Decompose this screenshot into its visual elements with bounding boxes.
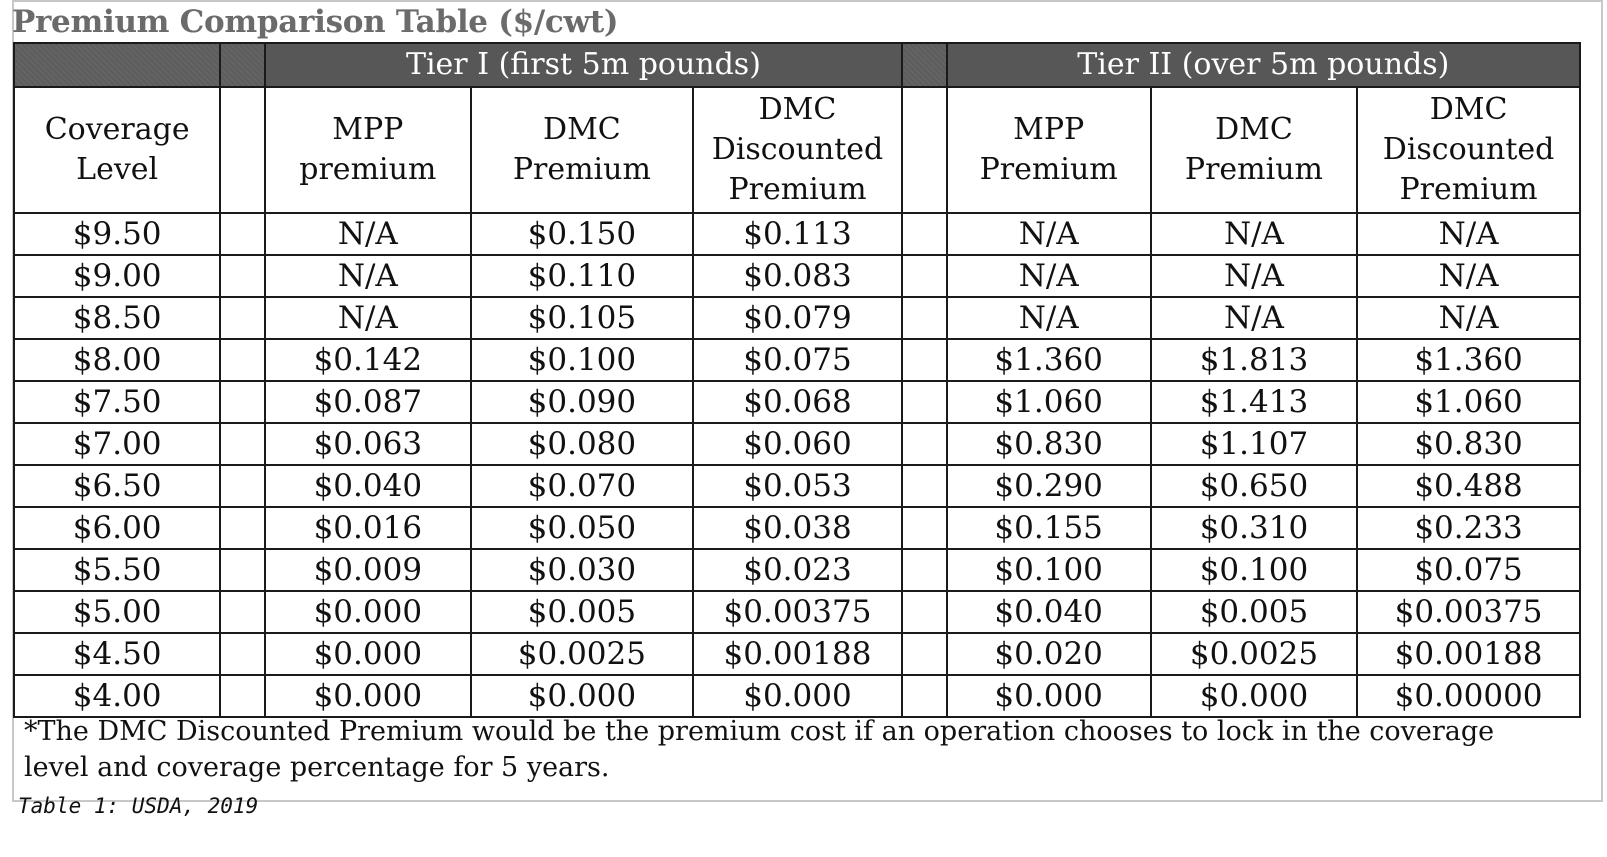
- tier-1-dmc-discounted-premium-cell: $0.023: [693, 549, 902, 591]
- tier-2-dmc-discounted-premium-cell: N/A: [1357, 297, 1580, 339]
- tier-1-mpp-premium-cell: N/A: [265, 255, 471, 297]
- coverage-level-cell: $4.50: [14, 633, 220, 675]
- tier-2-dmc-premium-cell: $1.813: [1151, 339, 1357, 381]
- coverage-level-cell: $9.00: [14, 255, 220, 297]
- tier-1-header: Tier I (first 5m pounds): [265, 43, 903, 87]
- table-row: [14, 465, 1580, 507]
- spacer-cell: [220, 339, 264, 381]
- tier-1-dmc-premium-cell: $0.090: [471, 381, 693, 423]
- spacer-cell: [902, 465, 946, 507]
- tier-1-dmc-discounted-premium-cell: $0.038: [693, 507, 902, 549]
- coverage-level-cell: $6.00: [14, 507, 220, 549]
- tier-2-mpp-premium-cell: $0.100: [947, 549, 1151, 591]
- tier-2-mpp-premium-cell: $1.060: [947, 381, 1151, 423]
- table-row: [14, 507, 1580, 549]
- spacer-cell: [220, 297, 264, 339]
- spacer-cell: [220, 465, 264, 507]
- tier-1-dmc-premium-cell: $0.000: [471, 675, 693, 717]
- spacer-cell: [220, 507, 264, 549]
- spacer-cell: [220, 381, 264, 423]
- coverage-level-cell: $9.50: [14, 213, 220, 255]
- spacer-cell: [220, 213, 264, 255]
- tier-1-dmc-premium-header: DMC Premium: [471, 87, 693, 213]
- table-row: [14, 255, 1580, 297]
- spacer-cell: [902, 381, 946, 423]
- spacer-cell: [902, 675, 946, 717]
- tier-2-dmc-discounted-premium-cell: $1.360: [1357, 339, 1580, 381]
- tier-1-dmc-premium-cell: $0.070: [471, 465, 693, 507]
- tier-1-dmc-discounted-premium-cell: $0.083: [693, 255, 902, 297]
- spacer-cell: [220, 87, 264, 213]
- tier-1-dmc-discounted-premium-cell: $0.060: [693, 423, 902, 465]
- tier-2-mpp-premium-cell: $0.830: [947, 423, 1151, 465]
- spacer-cell: [902, 549, 946, 591]
- coverage-level-cell: $8.50: [14, 297, 220, 339]
- tier-2-dmc-premium-cell: N/A: [1151, 255, 1357, 297]
- tier-2-dmc-discounted-premium-header: DMC Discounted Premium: [1357, 87, 1580, 213]
- tier-2-dmc-premium-cell: N/A: [1151, 297, 1357, 339]
- tier-1-mpp-premium-cell: $0.063: [265, 423, 471, 465]
- tier-1-dmc-premium-cell: $0.0025: [471, 633, 693, 675]
- tier-1-dmc-premium-cell: $0.100: [471, 339, 693, 381]
- tier-header-blank: [14, 43, 220, 87]
- tier-1-dmc-discounted-premium-cell: $0.00188: [693, 633, 902, 675]
- coverage-level-cell: $6.50: [14, 465, 220, 507]
- tier-1-dmc-premium-cell: $0.050: [471, 507, 693, 549]
- spacer-cell: [220, 423, 264, 465]
- tier-2-dmc-premium-cell: N/A: [1151, 213, 1357, 255]
- table-row: [14, 591, 1580, 633]
- tier-2-dmc-premium-cell: $0.005: [1151, 591, 1357, 633]
- tier-2-mpp-premium-cell: N/A: [947, 213, 1151, 255]
- coverage-level-cell: $7.50: [14, 381, 220, 423]
- table-row: [14, 675, 1580, 717]
- tier-2-mpp-premium-cell: $0.040: [947, 591, 1151, 633]
- coverage-level-header: Coverage Level: [14, 87, 220, 213]
- tier-1-mpp-premium-cell: $0.040: [265, 465, 471, 507]
- coverage-level-cell: $7.00: [14, 423, 220, 465]
- spacer-cell: [902, 255, 946, 297]
- tier-2-header: Tier II (over 5m pounds): [947, 43, 1580, 87]
- tier-2-dmc-discounted-premium-cell: $0.830: [1357, 423, 1580, 465]
- spacer-cell: [902, 87, 946, 213]
- spacer-cell: [220, 255, 264, 297]
- tier-2-dmc-discounted-premium-cell: $1.060: [1357, 381, 1580, 423]
- footnote: *The DMC Discounted Premium would be the premium cost if an operation chooses to lock in the coverage level and coverage percentage for 5 years.: [24, 716, 1495, 783]
- tier-2-mpp-premium-cell: N/A: [947, 297, 1151, 339]
- tier-2-dmc-premium-cell: $0.310: [1151, 507, 1357, 549]
- tier-2-dmc-discounted-premium-cell: $0.488: [1357, 465, 1580, 507]
- spacer-cell: [902, 423, 946, 465]
- table-row: [14, 297, 1580, 339]
- tier-1-dmc-discounted-premium-cell: $0.068: [693, 381, 902, 423]
- tier-header-row: [14, 43, 1580, 87]
- tier-2-dmc-premium-cell: $1.413: [1151, 381, 1357, 423]
- tier-1-dmc-discounted-premium-cell: $0.000: [693, 675, 902, 717]
- tier-2-mpp-premium-cell: $1.360: [947, 339, 1151, 381]
- spacer-cell: [220, 633, 264, 675]
- table-row: [14, 381, 1580, 423]
- tier-2-dmc-premium-cell: $0.0025: [1151, 633, 1357, 675]
- table-row: [14, 549, 1580, 591]
- tier-1-mpp-premium-cell: $0.009: [265, 549, 471, 591]
- tier-1-mpp-premium-cell: N/A: [265, 213, 471, 255]
- tier-1-dmc-premium-cell: $0.105: [471, 297, 693, 339]
- tier-1-dmc-premium-cell: $0.110: [471, 255, 693, 297]
- tier-2-dmc-discounted-premium-cell: $0.233: [1357, 507, 1580, 549]
- spacer-cell: [902, 213, 946, 255]
- tier-2-mpp-premium-cell: $0.000: [947, 675, 1151, 717]
- tier-2-dmc-discounted-premium-cell: $0.075: [1357, 549, 1580, 591]
- spacer-cell: [902, 297, 946, 339]
- coverage-level-cell: $8.00: [14, 339, 220, 381]
- table-row: [14, 633, 1580, 675]
- tier-2-dmc-premium-cell: $0.650: [1151, 465, 1357, 507]
- tier-1-mpp-premium-cell: $0.016: [265, 507, 471, 549]
- tier-2-mpp-premium-cell: $0.290: [947, 465, 1151, 507]
- tier-1-mpp-premium-cell: N/A: [265, 297, 471, 339]
- spacer-cell: [902, 507, 946, 549]
- table-row: [14, 213, 1580, 255]
- tier-1-dmc-premium-cell: $0.030: [471, 549, 693, 591]
- spacer-cell: [902, 339, 946, 381]
- tier-1-mpp-premium-cell: $0.000: [265, 591, 471, 633]
- table-row: [14, 339, 1580, 381]
- spacer-cell: [220, 591, 264, 633]
- tier-1-mpp-premium-header: MPP premium: [265, 87, 471, 213]
- tier-2-dmc-premium-cell: $0.000: [1151, 675, 1357, 717]
- tier-2-mpp-premium-cell: $0.155: [947, 507, 1151, 549]
- tier-1-dmc-discounted-premium-cell: $0.113: [693, 213, 902, 255]
- tier-1-dmc-premium-cell: $0.080: [471, 423, 693, 465]
- tier-1-dmc-discounted-premium-cell: $0.075: [693, 339, 902, 381]
- tier-2-dmc-discounted-premium-cell: $0.00375: [1357, 591, 1580, 633]
- tier-1-dmc-discounted-premium-cell: $0.053: [693, 465, 902, 507]
- tier-1-dmc-premium-cell: $0.005: [471, 591, 693, 633]
- tier-1-dmc-premium-cell: $0.150: [471, 213, 693, 255]
- tier-1-dmc-discounted-premium-header: DMC Discounted Premium: [693, 87, 902, 213]
- coverage-level-cell: $4.00: [14, 675, 220, 717]
- tier-2-dmc-premium-cell: $0.100: [1151, 549, 1357, 591]
- table-caption: Table 1: USDA, 2019: [18, 794, 259, 818]
- tier-2-mpp-premium-cell: N/A: [947, 255, 1151, 297]
- tier-1-mpp-premium-cell: $0.142: [265, 339, 471, 381]
- spacer-cell: [902, 633, 946, 675]
- spacer-cell: [220, 675, 264, 717]
- tier-2-mpp-premium-cell: $0.020: [947, 633, 1151, 675]
- tier-1-mpp-premium-cell: $0.087: [265, 381, 471, 423]
- column-header-row: [14, 87, 1580, 213]
- table-title: Premium Comparison Table ($/cwt): [12, 4, 619, 40]
- coverage-level-cell: $5.00: [14, 591, 220, 633]
- tier-1-mpp-premium-cell: $0.000: [265, 633, 471, 675]
- tier-2-dmc-discounted-premium-cell: N/A: [1357, 255, 1580, 297]
- table-body: [14, 213, 1580, 717]
- spacer-cell: [220, 549, 264, 591]
- tier-1-dmc-discounted-premium-cell: $0.00375: [693, 591, 902, 633]
- tier-header-spacer: [902, 43, 946, 87]
- spacer-cell: [902, 591, 946, 633]
- tier-1-mpp-premium-cell: $0.000: [265, 675, 471, 717]
- tier-2-dmc-discounted-premium-cell: N/A: [1357, 213, 1580, 255]
- tier-1-dmc-discounted-premium-cell: $0.079: [693, 297, 902, 339]
- tier-2-dmc-premium-header: DMC Premium: [1151, 87, 1357, 213]
- tier-2-dmc-discounted-premium-cell: $0.00188: [1357, 633, 1580, 675]
- tier-2-mpp-premium-header: MPP Premium: [947, 87, 1151, 213]
- tier-header-spacer: [220, 43, 264, 87]
- tier-2-dmc-premium-cell: $1.107: [1151, 423, 1357, 465]
- coverage-level-cell: $5.50: [14, 549, 220, 591]
- tier-2-dmc-discounted-premium-cell: $0.00000: [1357, 675, 1580, 717]
- table-row: [14, 423, 1580, 465]
- premium-comparison-table: [13, 42, 1581, 718]
